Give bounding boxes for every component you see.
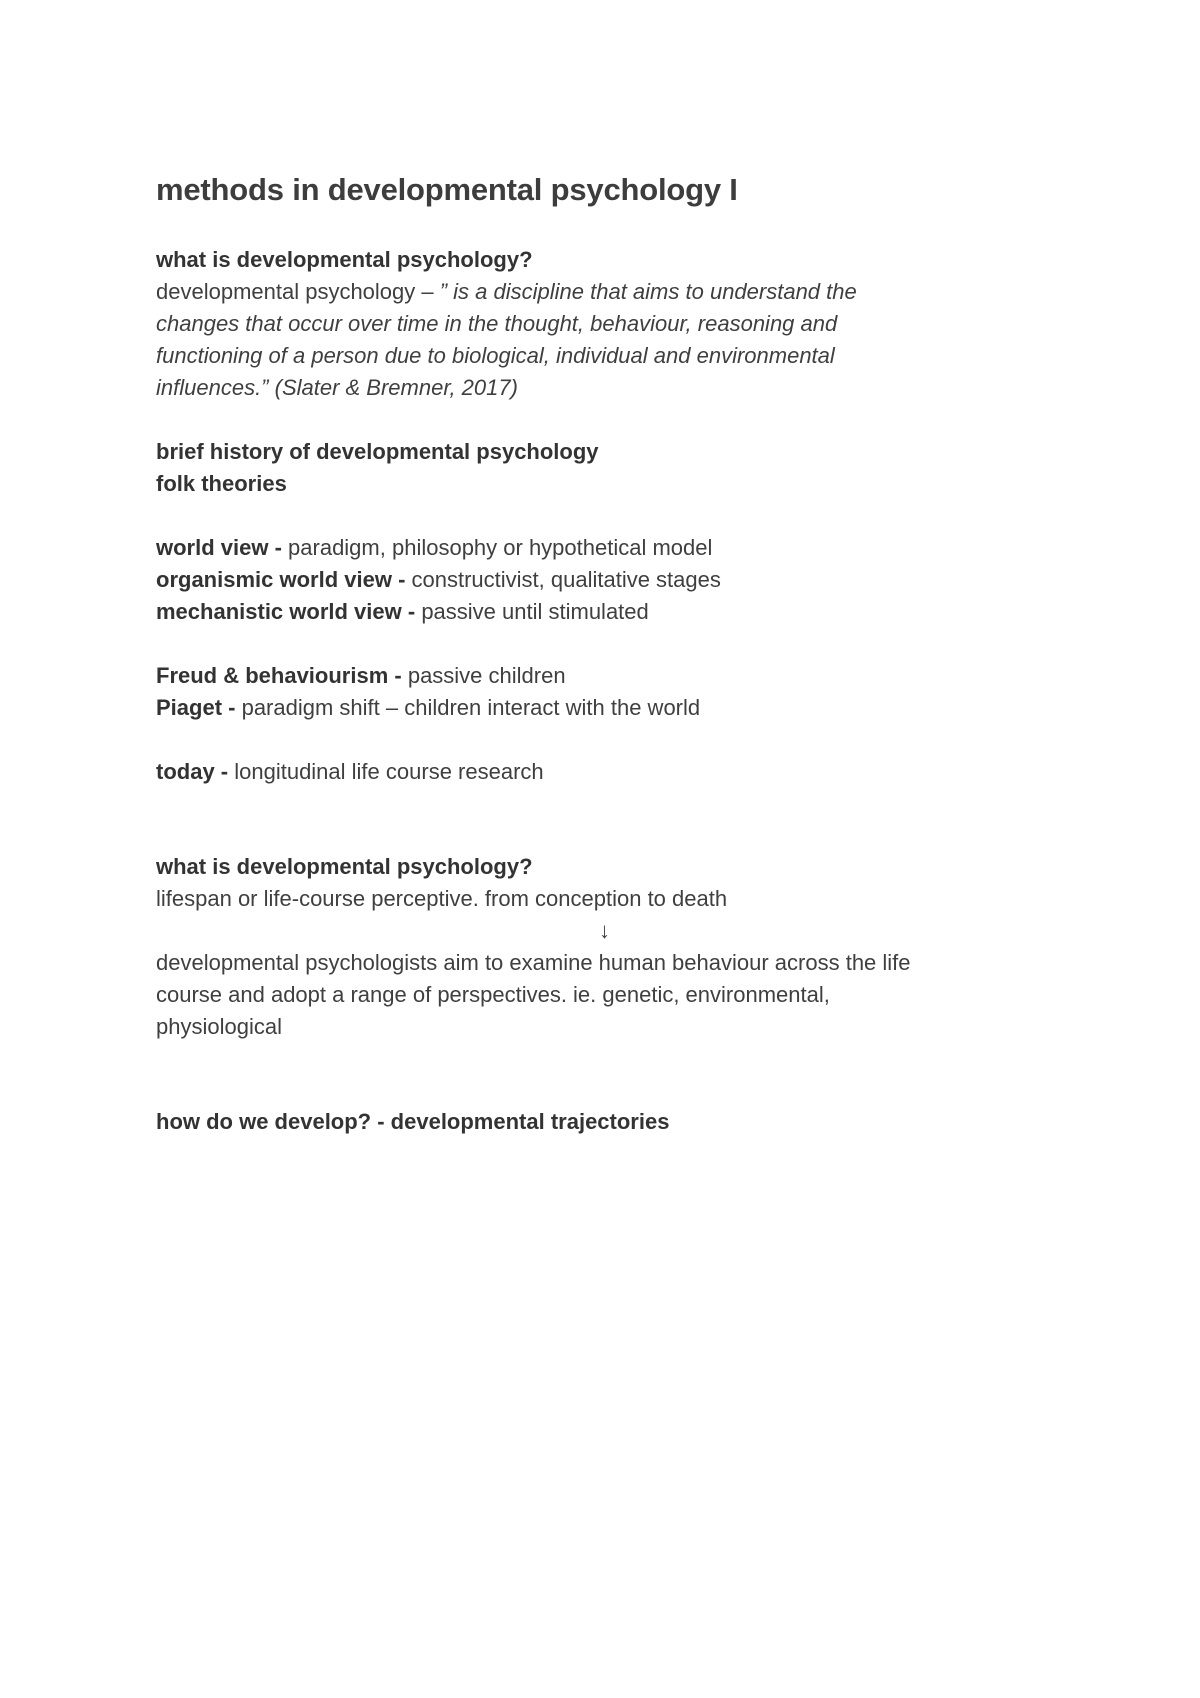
item-term: Piaget - — [156, 695, 242, 720]
item-description: longitudinal life course research — [234, 759, 544, 784]
item-description: passive children — [407, 663, 566, 688]
definition-quote-line: influences.” (Slater & Bremner, 2017) — [156, 375, 518, 400]
section-heading: brief history of developmental psychology — [156, 439, 599, 464]
definition-quote-line: functioning of a person due to biological, individual and environmental — [156, 343, 835, 368]
item-description: constructivist, qualitative stages — [411, 567, 721, 592]
item-description: paradigm, philosophy or hypothetical model — [288, 535, 713, 560]
history-item — [156, 660, 566, 692]
world-view-item — [156, 596, 649, 628]
world-view-item — [156, 564, 721, 596]
item-description: paradigm shift – children interact with the world — [241, 695, 701, 720]
definition-term: developmental psychology – — [156, 279, 440, 304]
section-heading: what is developmental psychology? — [156, 854, 533, 879]
section-heading: what is developmental psychology? — [156, 247, 533, 272]
section-subheading: folk theories — [156, 471, 287, 496]
paragraph-line: physiological — [156, 1014, 282, 1039]
item-term: mechanistic world view - — [156, 599, 422, 624]
lifespan-line: lifespan or life-course perceptive. from conception to death — [156, 886, 728, 911]
definition-quote-line: ” is a discipline that aims to understand the — [439, 279, 857, 304]
paragraph-line: developmental psychologists aim to examine human behaviour across the life — [156, 950, 911, 975]
item-term: world view - — [156, 535, 289, 560]
paragraph-line: course and adopt a range of perspectives. ie. genetic, environmental, — [156, 982, 830, 1007]
history-item — [156, 692, 700, 724]
section-heading: how do we develop? - developmental trajectories — [156, 1109, 670, 1134]
today-item — [156, 756, 544, 788]
item-term: Freud & behaviourism - — [156, 663, 408, 688]
page-title: methods in developmental psychology I — [156, 172, 738, 207]
definition-quote-line: changes that occur over time in the thought, behaviour, reasoning and — [156, 311, 838, 336]
down-arrow-icon: ↓ — [599, 918, 610, 943]
definition-line — [156, 276, 857, 308]
item-term: today - — [156, 759, 235, 784]
item-description: passive until stimulated — [421, 599, 649, 624]
item-term: organismic world view - — [156, 567, 412, 592]
world-view-item — [156, 532, 712, 564]
